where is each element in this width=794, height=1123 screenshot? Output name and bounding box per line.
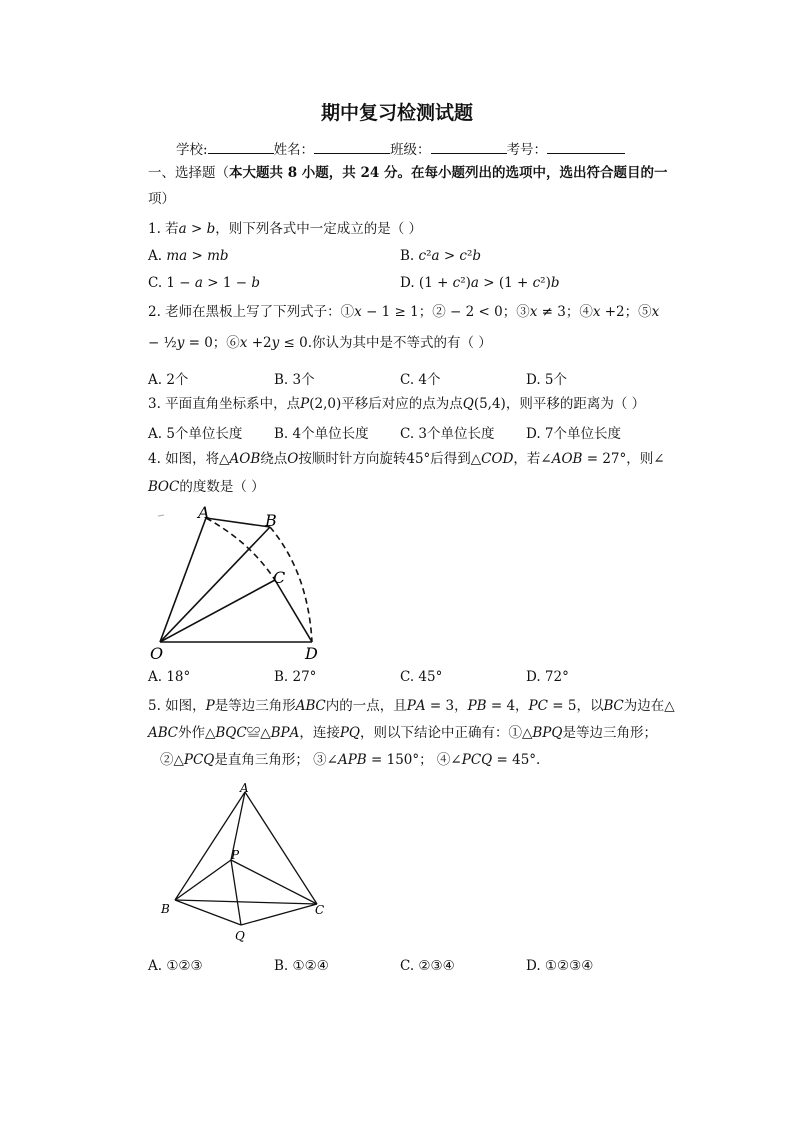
q5-option-a[interactable]: A. ①②③ xyxy=(148,958,203,974)
q5-segment-bq xyxy=(175,900,241,925)
q5-segment-ac xyxy=(245,792,317,904)
q5-stem-line3: ②△𝑃𝐶𝑄是直角三角形； ③∠𝐴𝑃𝐵 = 150°； ④∠𝑃𝐶𝑄 = 45°. xyxy=(160,752,541,768)
student-info-line xyxy=(176,138,625,158)
q4-segment-oc xyxy=(160,580,275,642)
q5-option-b[interactable]: B. ①②④ xyxy=(274,958,329,974)
q3-option-d[interactable]: D. 7个单位长度 xyxy=(526,426,622,442)
q4-label-b: B xyxy=(265,511,277,530)
exam-no-blank[interactable] xyxy=(547,139,625,154)
q1-option-c[interactable]: C. 1 − 𝑎 > 1 − 𝑏 xyxy=(148,275,260,291)
name-blank[interactable] xyxy=(314,139,390,154)
exam-no-label: 考号： xyxy=(506,142,548,158)
q5-label-a: A xyxy=(240,781,249,795)
q4-segment-ob xyxy=(160,527,270,642)
q4-option-a[interactable]: A. 18° xyxy=(148,669,191,685)
section-heading-prefix: 一、选择题（ xyxy=(148,165,229,181)
q4-figure xyxy=(148,502,338,664)
section-heading-cont: 项） xyxy=(148,191,175,207)
q5-label-p: P xyxy=(231,848,240,862)
q5-segment-cq xyxy=(241,904,317,925)
q3-stem: 3. 平面直角坐标系中，点𝑃(2,0)平移后对应的点为点𝑄(5,4)，则平移的距离为（ ） xyxy=(148,396,646,412)
q5-stem-line1: 5. 如图，𝑃是等边三角形𝐴𝐵𝐶内的一点，且𝑃𝐴 = 3，𝑃𝐵 = 4，𝑃𝐶 = 5，以𝐵𝐶为边在△ xyxy=(148,698,675,714)
q1-stem: 1. 若𝑎 > 𝑏，则下列各式中一定成立的是（ ） xyxy=(148,221,423,237)
q2-stem-line2: − ½𝑦 = 0；⑥𝑥 +2𝑦 ≤ 0.你认为其中是不等式的有（ ） xyxy=(148,335,492,351)
q4-label-c: C xyxy=(273,568,286,587)
q2-option-a[interactable]: A. 2个 xyxy=(148,372,189,388)
q5-figure xyxy=(155,780,335,945)
q4-label-d: D xyxy=(305,644,318,663)
name-label: 姓名： xyxy=(273,142,315,158)
q4-segment-cd xyxy=(275,580,312,642)
q1-option-a[interactable]: A. 𝑚𝑎 > 𝑚𝑏 xyxy=(148,248,229,264)
q2-stem-line1: 2. 老师在黑板上写了下列式子：①𝑥 − 1 ≥ 1；② − 2 < 0；③𝑥 ≠ 3；④𝑥 +2；⑤𝑥 xyxy=(148,304,660,320)
q5-segment-pc xyxy=(231,860,317,904)
q3-option-a[interactable]: A. 5个单位长度 xyxy=(148,426,243,442)
q4-option-b[interactable]: B. 27° xyxy=(274,669,317,685)
q4-stem-line1: 4. 如图，将△𝐴𝑂𝐵绕点𝑂按顺时针方向旋转45°后得到△𝐶𝑂𝐷，若∠𝐴𝑂𝐵 = 27°，则∠ xyxy=(148,451,665,467)
page-title: 期中复习检测试题 xyxy=(320,102,473,124)
q4-option-c[interactable]: C. 45° xyxy=(400,669,443,685)
section-heading xyxy=(148,164,667,182)
q3-option-c[interactable]: C. 3个单位长度 xyxy=(400,426,495,442)
school-label: 学校: xyxy=(176,142,208,158)
q2-option-c[interactable]: C. 4个 xyxy=(400,372,441,388)
q1-option-b[interactable]: B. 𝑐²𝑎 > 𝑐²𝑏 xyxy=(400,248,482,264)
q5-segment-pb xyxy=(175,860,231,900)
q5-option-d[interactable]: D. ①②③④ xyxy=(526,958,594,974)
class-blank[interactable] xyxy=(431,139,507,154)
q1-option-d[interactable]: D. (1 + 𝑐²)𝑎 > (1 + 𝑐²)𝑏 xyxy=(400,275,560,291)
q2-option-b[interactable]: B. 3个 xyxy=(274,372,315,388)
q5-option-c[interactable]: C. ②③④ xyxy=(400,958,455,974)
school-blank[interactable] xyxy=(208,139,274,154)
q5-label-c: C xyxy=(315,903,325,917)
q4-stem-line2: 𝐵𝑂𝐶的度数是（ ） xyxy=(148,479,265,495)
section-heading-bold: 本大题共 8 小题，共 24 分。在每小题列出的选项中，选出符合题目的一 xyxy=(229,165,668,181)
q4-segment-ab xyxy=(206,518,270,527)
class-label: 班级： xyxy=(390,142,431,158)
q3-option-b[interactable]: B. 4个单位长度 xyxy=(274,426,369,442)
q5-label-b: B xyxy=(161,902,170,916)
q5-segment-bc xyxy=(175,900,317,904)
q5-label-q: Q xyxy=(235,929,245,943)
q2-option-d[interactable]: D. 5个 xyxy=(526,372,568,388)
q5-stem-line2: 𝐴𝐵𝐶外作△𝐵𝑄𝐶≌△𝐵𝑃𝐴，连接𝑃𝑄，则以下结论中正确有：①△𝐵𝑃𝑄是等边三角形； xyxy=(148,725,657,741)
q4-label-a: A xyxy=(198,503,210,522)
q5-segment-pq xyxy=(231,860,241,925)
q4-label-o: O xyxy=(150,644,164,663)
q4-segment-oa xyxy=(160,518,206,642)
q4-option-d[interactable]: D. 72° xyxy=(526,669,569,685)
